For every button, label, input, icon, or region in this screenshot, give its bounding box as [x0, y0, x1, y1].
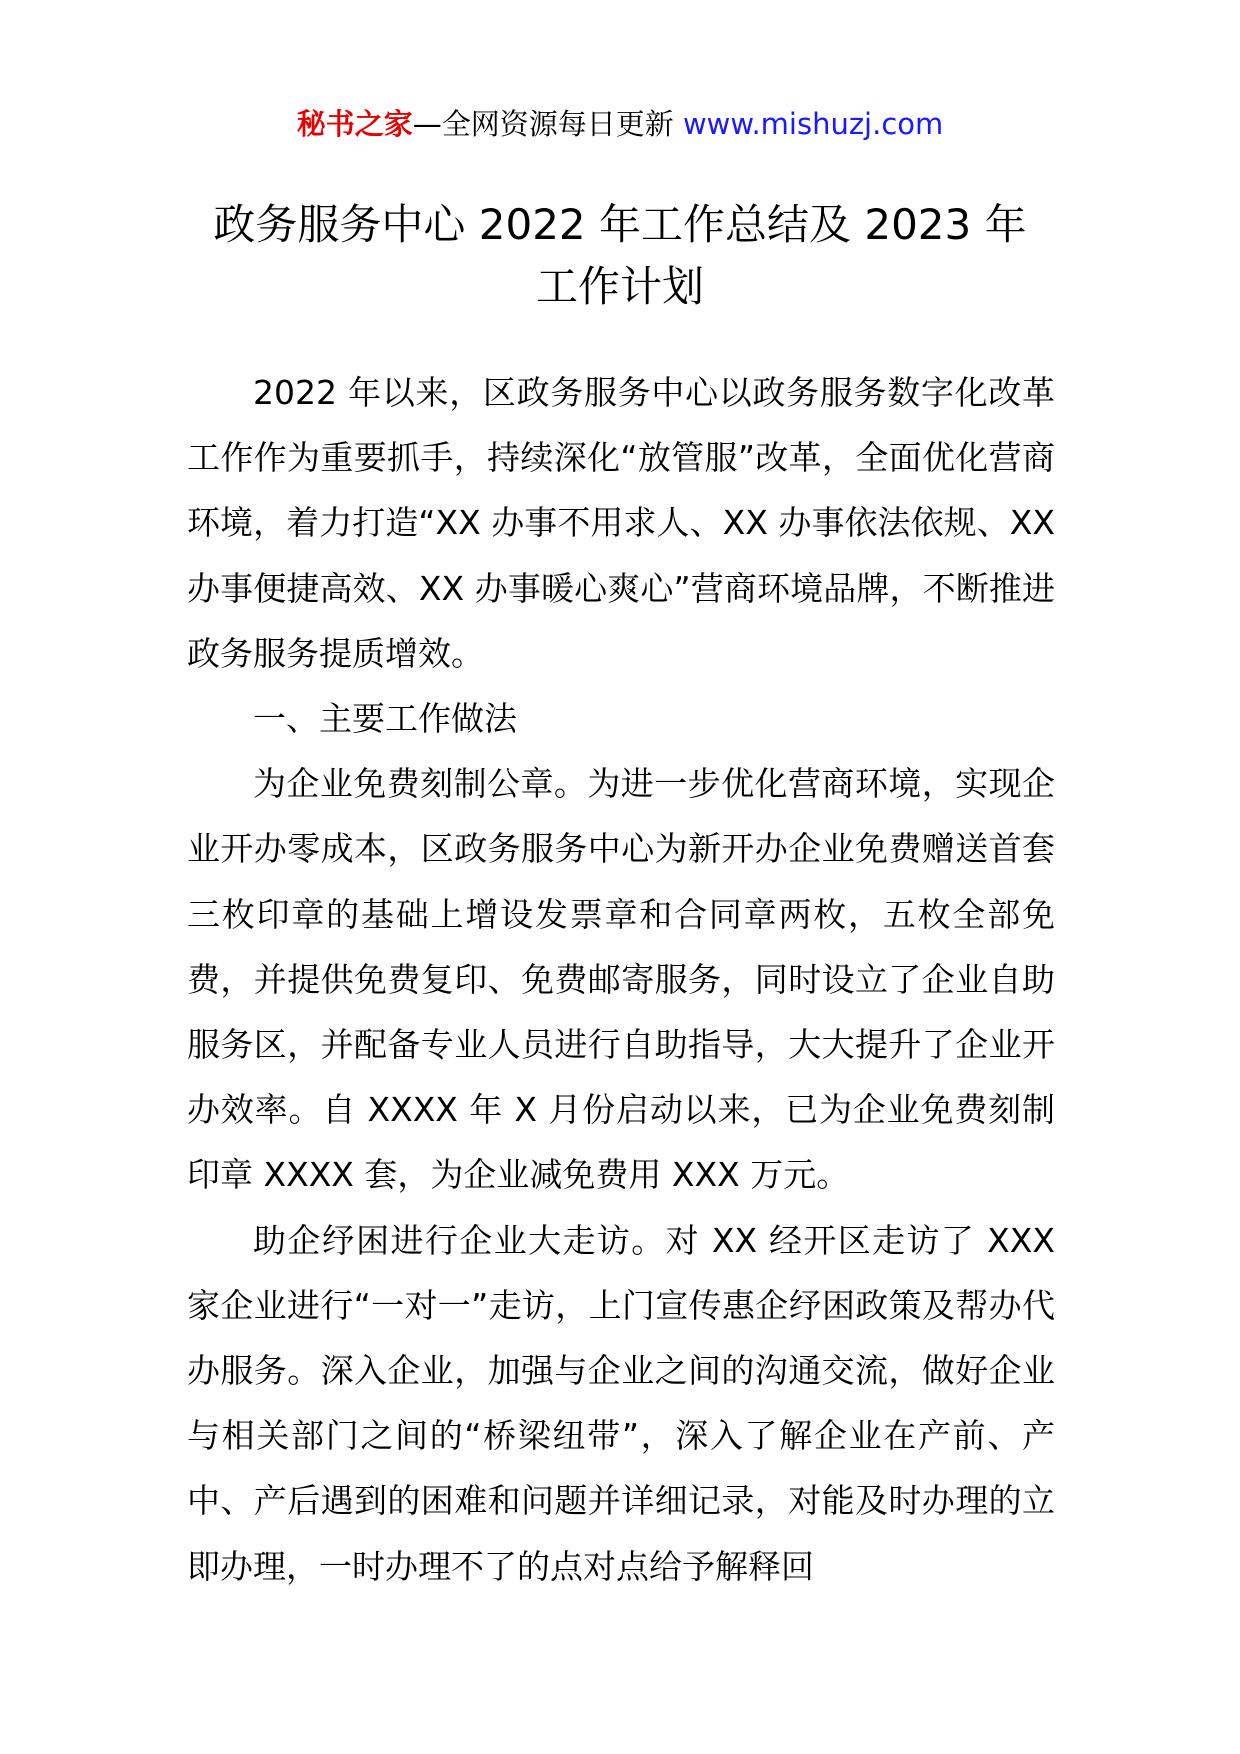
- document-body: [187, 360, 1055, 1599]
- paragraph-free-seals: 为企业免费刻制公章。为进一步优化营商环境，实现企业开办零成本，区政务服务中心为新开办企业免费赠送首套三枚印章的基础上增设发票章和合同章两枚，五枚全部免费，并提供免费复印、免费邮寄服务，同时设立了企业自助服务区，并配备专业人员进行自助指导，大大提升了企业开办效率。自 XXXX 年 X 月份启动以来，已为企业免费刻制印章 XXXX 套，为企业减免费用 XXX 万元。: [187, 764, 1055, 1195]
- document-title: [150, 194, 1090, 318]
- title-line-1: 政务服务中心 2022 年工作总结及 2023 年: [213, 200, 1027, 250]
- title-line-2: 工作计划: [535, 262, 704, 312]
- site-header: [0, 104, 1240, 144]
- section-heading: 一、主要工作做法: [253, 699, 517, 739]
- brand-tagline: —全网资源每日更新: [412, 107, 683, 141]
- brand-name: 秘书之家: [296, 107, 413, 141]
- intro-paragraph: 2022 年以来，区政务服务中心以政务服务数字化改革工作作为重要抓手，持续深化“放管服”改革，全面优化营商环境，着力打造“XX 办事不用求人、XX 办事依法依规、XX 办事便捷高效、XX 办事暖心爽心”营商环境品牌，不断推进政务服务提质增效。: [187, 373, 1055, 673]
- paragraph-enterprise-visits: 助企纾困进行企业大走访。对 XX 经开区走访了 XXX 家企业进行“一对一”走访，上门宣传惠企纾困政策及帮办代办服务。深入企业，加强与企业之间的沟通交流，做好企业与相关部门之间的“桥梁纽带”，深入了解企业在产前、产中、产后遇到的困难和问题并详细记录，对能及时办理的立即办理，一时办理不了的点对点给予解释回: [187, 1220, 1055, 1586]
- site-url-link[interactable]: www.mishuzj.com: [682, 107, 944, 141]
